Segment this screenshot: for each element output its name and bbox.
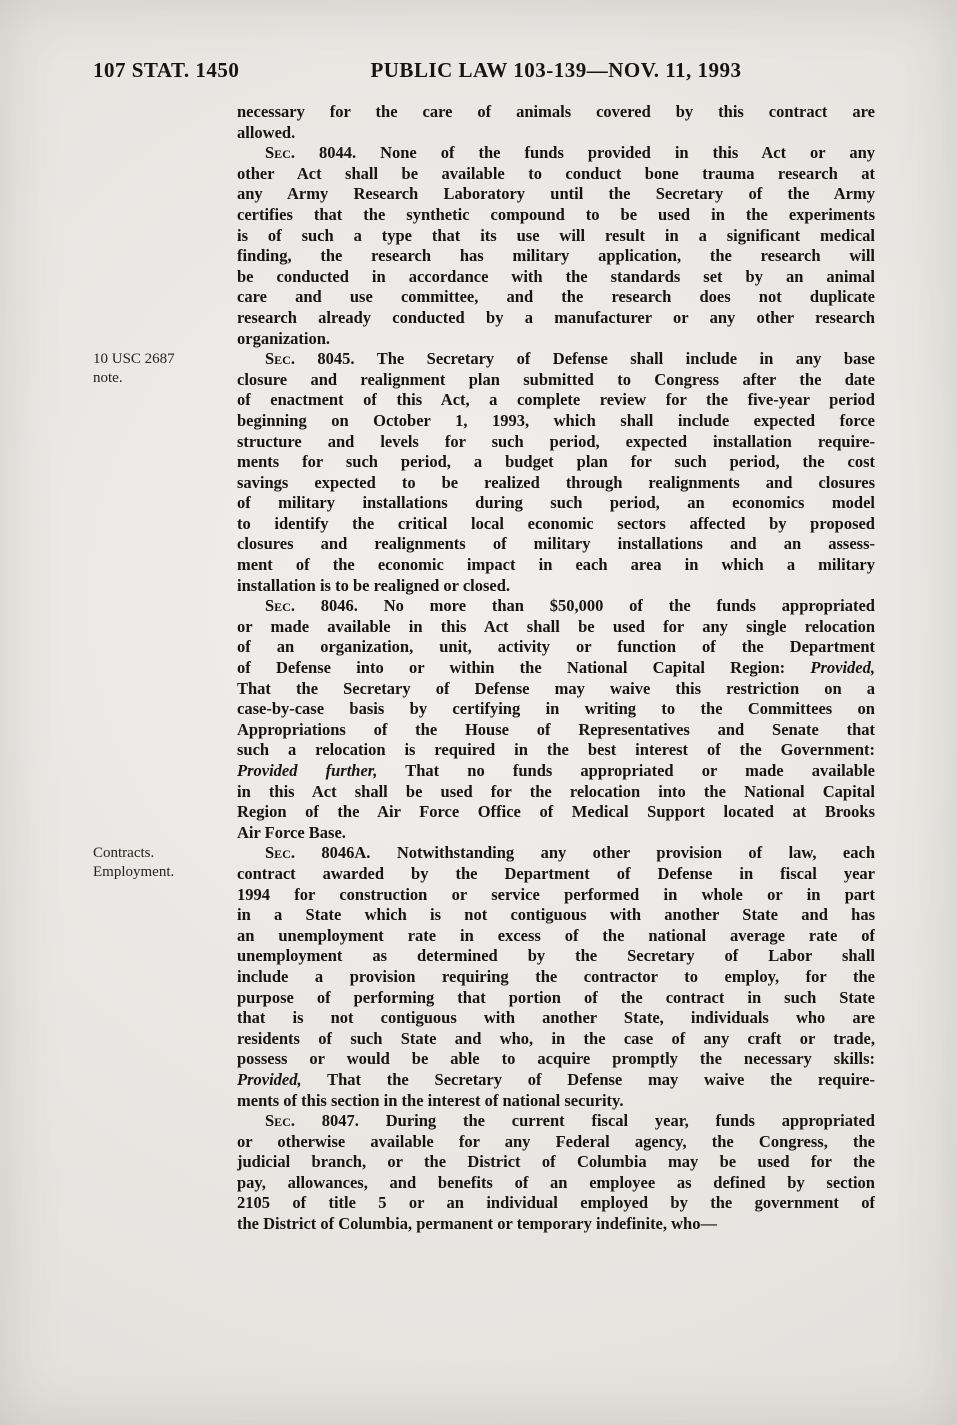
text-line (237, 864, 875, 885)
text-line (237, 164, 875, 185)
text-run: of an organization, unit, activity or function of the Department (237, 637, 875, 657)
text-line (237, 473, 875, 494)
section-number: Sec. 8046. (265, 596, 358, 616)
paragraph-sec-8046a (93, 843, 875, 1111)
law-title: PUBLIC LAW 103-139—NOV. 11, 1993 (370, 58, 742, 82)
proviso-italic: Provided further, (237, 761, 378, 780)
text-run: other Act shall be available to conduct bone trauma research at (237, 163, 875, 183)
text-line (237, 226, 875, 247)
text-run: case-by-case basis by certifying in writing to the Committees on (237, 699, 875, 719)
margin-note (93, 350, 229, 387)
text-run: closure and realignment plan submitted to Congress after the date (237, 369, 875, 389)
text-line (237, 905, 875, 926)
text-run: Appropriations of the House of Representatives and Senate that (237, 719, 875, 739)
text-run: That no funds appropriated or made available (377, 761, 875, 780)
text-run: include a provision requiring the contractor to employ, for the (237, 966, 875, 986)
text-line (237, 946, 875, 967)
body-column (93, 102, 875, 1235)
text-run: the District of Columbia, permanent or temporary indefinite, who— (237, 1214, 717, 1234)
margin-note (93, 844, 229, 881)
text-line (237, 843, 875, 864)
text-run: None of the funds provided in this Act or any (356, 143, 875, 163)
text-line (237, 555, 875, 576)
text-run: pay, allowances, and benefits of an employee as defined by section (237, 1172, 875, 1192)
text-run: 1994 for construction or service performed in whole or in part (237, 884, 875, 904)
text-line (237, 926, 875, 947)
text-run: possess or would be able to acquire promptly the necessary skills: (237, 1049, 875, 1069)
text-run: purpose of performing that portion of the contract in such State (237, 987, 875, 1007)
text-run: beginning on October 1, 1993, which shall include expected force (237, 410, 875, 430)
text-run: necessary for the care of animals covered by this contract are (237, 102, 875, 121)
text-run: such a relocation is required in the best interest of the Government: (237, 740, 875, 760)
text-line (237, 576, 875, 597)
text-line (237, 308, 875, 329)
text-line (237, 1008, 875, 1029)
paragraph-sec-8046 (237, 596, 875, 843)
text-run: an unemployment rate in excess of the national average rate of (237, 925, 875, 945)
section-number: Sec. 8046A. (265, 843, 371, 863)
text-line (237, 514, 875, 535)
text-line (237, 782, 875, 803)
text-run: of Defense into or within the National Capital Region: (237, 658, 811, 678)
text-run: Air Force Base. (237, 822, 346, 842)
text-line (237, 329, 875, 350)
text-line (237, 1193, 875, 1214)
text-run: certifies that the synthetic compound to be used in the experiments (237, 204, 875, 224)
text-line (237, 452, 875, 473)
text-run: residents of such State and who, in the case of any craft or trade, (237, 1028, 875, 1048)
text-run: ments of this section in the interest of national security. (237, 1090, 624, 1110)
text-run: structure and levels for such period, expected installation require- (237, 431, 875, 451)
text-line (237, 699, 875, 720)
paragraph-continuation (237, 102, 875, 143)
text-run: is of such a type that its use will result in a significant medical (237, 225, 875, 245)
text-run: to identify the critical local economic sectors affected by proposed (237, 513, 875, 533)
text-run: research already conducted by a manufacturer or any other research (237, 307, 875, 327)
text-run: finding, the research has military application, the research will (237, 246, 875, 266)
text-line (237, 1173, 875, 1194)
text-line (237, 823, 875, 844)
text-line (237, 1029, 875, 1050)
text-run: organization. (237, 328, 331, 348)
text-line (237, 885, 875, 906)
text-run: allowed. (237, 122, 296, 142)
text-line (237, 534, 875, 555)
margin-note-line: Employment. (93, 863, 175, 880)
text-line (237, 720, 875, 741)
text-run: care and use committee, and the research does not duplicate (237, 287, 875, 307)
text-run: No more than $50,000 of the funds appropriated (357, 596, 875, 616)
text-line (237, 432, 875, 453)
text-run: The Secretary of Defense shall include in any base (354, 349, 875, 369)
text-line (237, 493, 875, 514)
text-line (237, 679, 875, 700)
text-line (237, 1132, 875, 1153)
text-run: be conducted in accordance with the standards set by an animal (237, 266, 875, 286)
text-line (237, 123, 875, 144)
text-run: of military installations during such period, an economics model (237, 493, 875, 513)
text-line (237, 967, 875, 988)
section-number: Sec. 8045. (265, 349, 355, 369)
text-line (237, 1214, 875, 1235)
text-run: installation is to be realigned or closed. (237, 575, 511, 595)
text-line (237, 349, 875, 370)
margin-note-line: note. (93, 369, 123, 386)
text-line (237, 1091, 875, 1112)
text-run: that is not contiguous with another State, individuals who are (237, 1008, 875, 1028)
text-run: unemployment as determined by the Secretary of Labor shall (237, 946, 875, 966)
text-line (237, 802, 875, 823)
paragraph-sec-8047 (237, 1111, 875, 1235)
text-run: closures and realignments of military installations and an assess- (237, 534, 875, 554)
text-line (237, 1111, 875, 1132)
margin-note-line: Contracts. (93, 845, 155, 862)
page-stat-label: 107 STAT. 1450 (93, 58, 240, 82)
text-run: That the Secretary of Defense may waive this restriction on a (237, 678, 875, 698)
text-run: contract awarded by the Department of Defense in fiscal year (237, 863, 875, 883)
paragraph-sec-8044 (237, 143, 875, 349)
text-line (237, 287, 875, 308)
section-number: Sec. 8047. (265, 1111, 359, 1131)
text-run: 2105 of title 5 or an individual employed by the government of (237, 1193, 875, 1213)
margin-note-line: 10 USC 2687 (93, 351, 175, 368)
text-run: ment of the economic impact in each area in which a military (237, 555, 875, 575)
text-line (237, 370, 875, 391)
paragraph-sec-8045 (93, 349, 875, 596)
text-line (237, 205, 875, 226)
text-line (237, 143, 875, 164)
text-run: any Army Research Laboratory until the Secretary of the Army (237, 184, 875, 204)
text-line (237, 390, 875, 411)
text-line (237, 184, 875, 205)
text-line (237, 1152, 875, 1173)
text-line (237, 637, 875, 658)
text-line (237, 596, 875, 617)
text-run: in this Act shall be used for the relocation into the National Capital (237, 781, 875, 801)
text-run: of enactment of this Act, a complete review for the five-year period (237, 390, 875, 410)
text-line (237, 740, 875, 761)
text-line (237, 1070, 875, 1091)
text-line (237, 246, 875, 267)
text-line (237, 1049, 875, 1070)
text-line (237, 658, 875, 679)
proviso-italic: Provided, (237, 1069, 302, 1089)
text-run: or made available in this Act shall be used for any single relocation (237, 616, 875, 636)
text-run: That the Secretary of Defense may waive the require- (301, 1069, 875, 1089)
text-run: in a State which is not contiguous with another State and has (237, 905, 875, 925)
text-line (237, 988, 875, 1009)
proviso-italic: Provided, (810, 658, 875, 678)
text-run: During the current fiscal year, funds appropriated (358, 1111, 875, 1131)
text-line (237, 761, 875, 782)
text-line (237, 267, 875, 288)
text-line (237, 102, 875, 123)
text-run: savings expected to be realized through realignments and closures (237, 472, 875, 492)
text-run: Notwithstanding any other provision of law, each (370, 843, 875, 863)
text-line (237, 617, 875, 638)
text-run: or otherwise available for any Federal agency, the Congress, the (237, 1131, 875, 1151)
text-run: Region of the Air Force Office of Medical Support located at Brooks (237, 802, 875, 822)
section-number: Sec. 8044. (265, 143, 357, 163)
text-run: judicial branch, or the District of Columbia may be used for the (237, 1152, 875, 1172)
text-line (237, 411, 875, 432)
text-run: ments for such period, a budget plan for such period, the cost (237, 452, 875, 472)
